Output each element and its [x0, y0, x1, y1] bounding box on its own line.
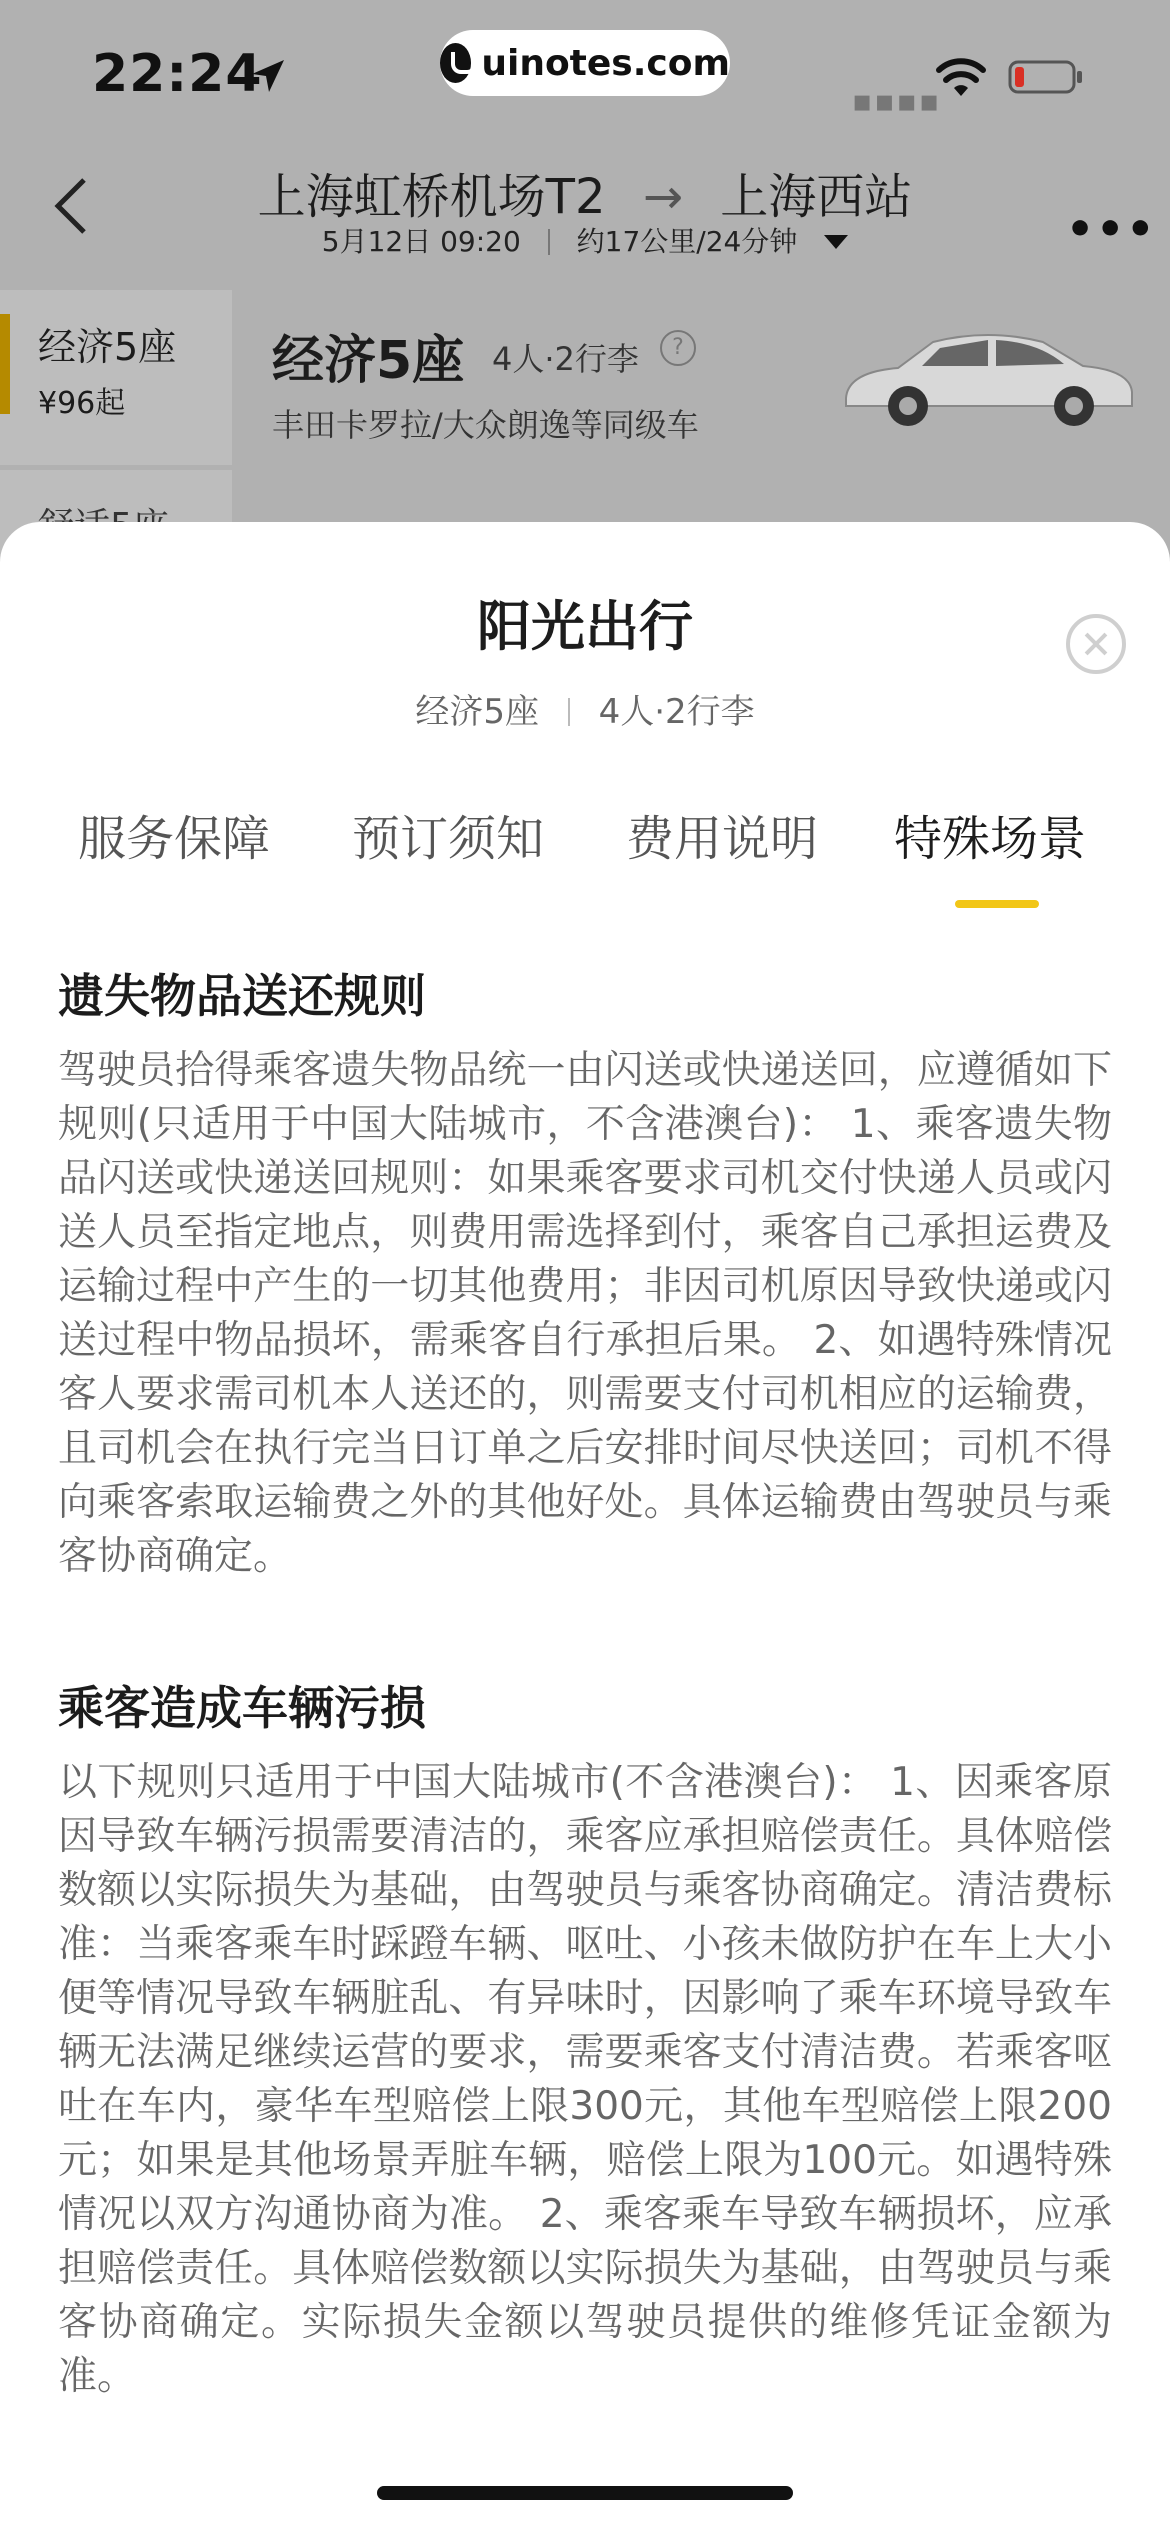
tab-booking-notice[interactable]: 预订须知: [352, 811, 545, 867]
tab-service-guarantee[interactable]: 服务保障: [78, 811, 271, 867]
selected-car-desc: 丰田卡罗拉/大众朗逸等同级车: [272, 406, 699, 444]
provider-info-sheet: [0, 522, 1170, 2532]
help-icon[interactable]: ?: [660, 330, 696, 366]
home-indicator: [377, 2486, 793, 2500]
watermark-badge: [440, 30, 730, 96]
location-arrow-icon: [248, 56, 288, 96]
tab-special-scenarios[interactable]: 特殊场景: [894, 811, 1087, 867]
sheet-tabs: [0, 800, 1170, 910]
sheet-title: 阳光出行: [477, 595, 693, 658]
car-tab-name: 经济5座: [38, 325, 177, 369]
route-from: 上海虹桥机场T2: [257, 169, 606, 225]
route-arrow-icon: →: [642, 169, 684, 225]
watermark-text: uinotes.com: [481, 42, 730, 84]
close-icon[interactable]: [1066, 614, 1126, 674]
route-to: 上海西站: [720, 169, 913, 225]
sheet-subtitle: [0, 684, 1170, 733]
divider: [568, 698, 570, 726]
active-indicator: [0, 314, 10, 414]
car-tab-price: ¥96起: [38, 386, 126, 421]
selected-car-title: 经济5座: [272, 331, 465, 391]
tab-fee-description[interactable]: 费用说明: [626, 811, 819, 867]
status-time: 22:24: [92, 44, 263, 104]
battery-low-icon: [1008, 60, 1084, 94]
car-image: [838, 320, 1138, 430]
section-heading-lost-items: 遗失物品送还规则: [58, 969, 426, 1023]
caret-down-icon: [824, 235, 848, 249]
active-tab-indicator: [955, 900, 1039, 908]
route-distance: 约17公里/24分钟: [576, 225, 798, 258]
background-app: [0, 0, 1170, 560]
route-title: [0, 158, 1170, 227]
route-meta[interactable]: [0, 220, 1170, 260]
status-bar: [0, 0, 1170, 150]
more-options-icon[interactable]: •••: [1066, 204, 1157, 255]
section-heading-vehicle-damage: 乘客造成车辆污损: [58, 1681, 426, 1735]
divider: [548, 229, 550, 255]
route-header: [0, 150, 1170, 270]
section-body-vehicle-damage: 以下规则只适用于中国大陆城市(不含港澳台)： 1、因乘客原因导致车辆污损需要清洁的，乘客应承担赔偿责任。具体赔偿数额以实际损失为基础，由驾驶员与乘客协商确定。清洁费标准：当乘客乘车时踩蹬车辆、呕吐、小孩未做防护在车上大小便等情况导致车辆脏乱、有异味时，因影响了乘车环境导致车辆无法满足继续运营的要求，需要乘客支付清洁费。若乘客呕吐在车内，豪华车型赔偿上限300元，其他车型赔偿上限200元；如果是其他场景弄脏车辆，赔偿上限为100元。如遇特殊情况以双方沟通协商为准。 2、乘客乘车导致车辆损坏，应承担赔偿责任。具体赔偿数额以实际损失为基础，由驾驶员与乘客协商确定。实际损失金额以驾驶员提供的维修凭证金额为准。: [58, 1760, 1112, 2399]
watermark-logo-icon: [440, 43, 471, 83]
cellular-signal-icon: ▪▪▪▪: [852, 84, 942, 119]
sheet-car-class: 经济5座: [415, 692, 539, 732]
selected-car-capacity: 4人·2行李: [492, 340, 639, 378]
car-tab-economy[interactable]: [0, 290, 232, 465]
wifi-icon: [936, 56, 986, 100]
car-type-row: [0, 290, 1170, 465]
sheet-car-capacity: 4人·2行李: [598, 692, 755, 732]
section-body-lost-items: 驾驶员拾得乘客遗失物品统一由闪送或快递送回，应遵循如下规则(只适用于中国大陆城市，不含港澳台)： 1、乘客遗失物品闪送或快递送回规则：如果乘客要求司机交付快递人员或闪送人员至指定地点，则费用需选择到付，乘客自己承担运费及运输过程中产生的一切其他费用；非因司机原因导致快递或闪送过程中物品损坏，需乘客自行承担后果。 2、如遇特殊情况客人要求需司机本人送还的，则需要支付司机相应的运输费，且司机会在执行完当日订单之后安排时间尽快送回；司机不得向乘客索取运输费之外的其他好处。具体运输费由驾驶员与乘客协商确定。: [58, 1048, 1112, 1579]
route-datetime: 5月12日 09:20: [321, 225, 521, 258]
